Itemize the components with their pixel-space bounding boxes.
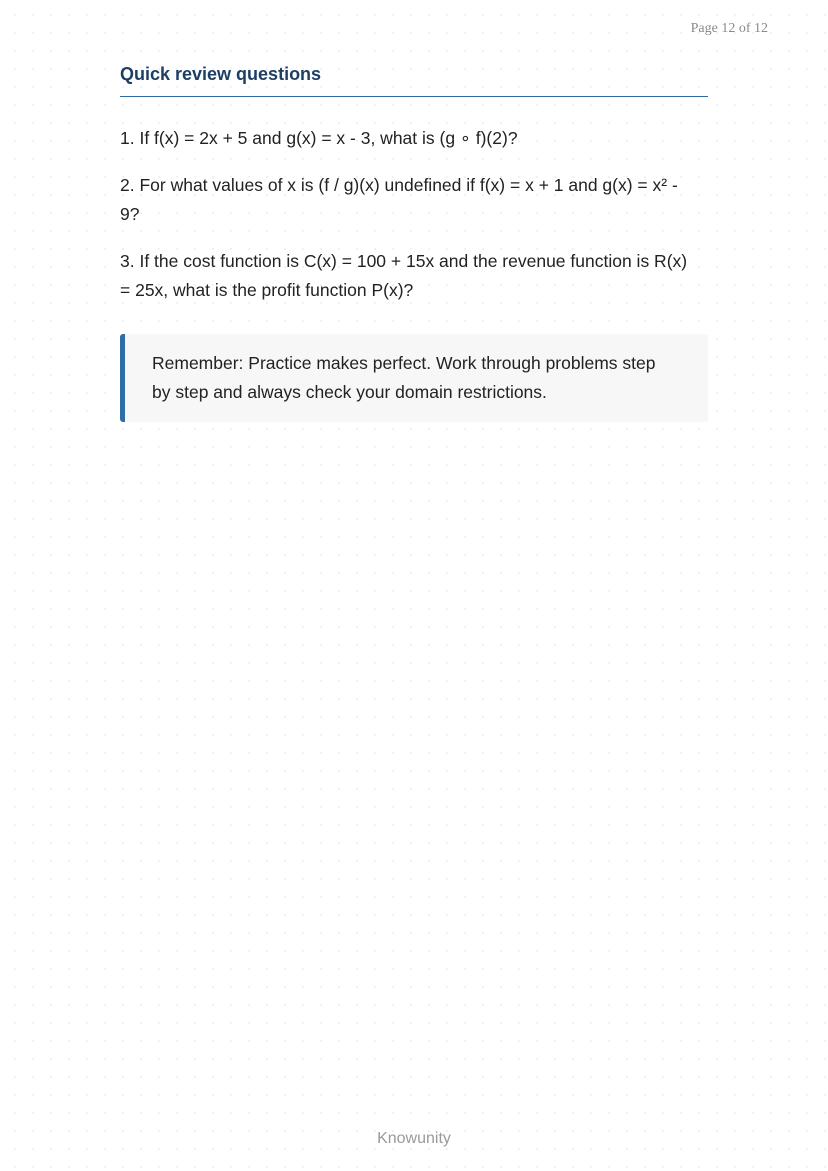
question-list bbox=[120, 124, 708, 305]
footer-brand: Knowunity bbox=[377, 1130, 451, 1147]
question-item: 2. For what values of x is (f / g)(x) undefined if f(x) = x + 1 and g(x) = x² - 9? bbox=[120, 175, 678, 224]
question-item: 3. If the cost function is C(x) = 100 + 15x and the revenue function is R(x) = 25x, what is the profit function P(x)? bbox=[120, 251, 688, 300]
page-content bbox=[120, 62, 708, 422]
reminder-text: Remember: Practice makes perfect. Work through problems step by step and always check your domain restrictions. bbox=[152, 353, 656, 402]
reminder-callout bbox=[120, 334, 708, 422]
section-title: Quick review questions bbox=[120, 62, 708, 97]
page-number: Page 12 of 12 bbox=[690, 21, 768, 36]
question-item: 1. If f(x) = 2x + 5 and g(x) = x - 3, what is (g ∘ f)(2)? bbox=[120, 128, 518, 148]
